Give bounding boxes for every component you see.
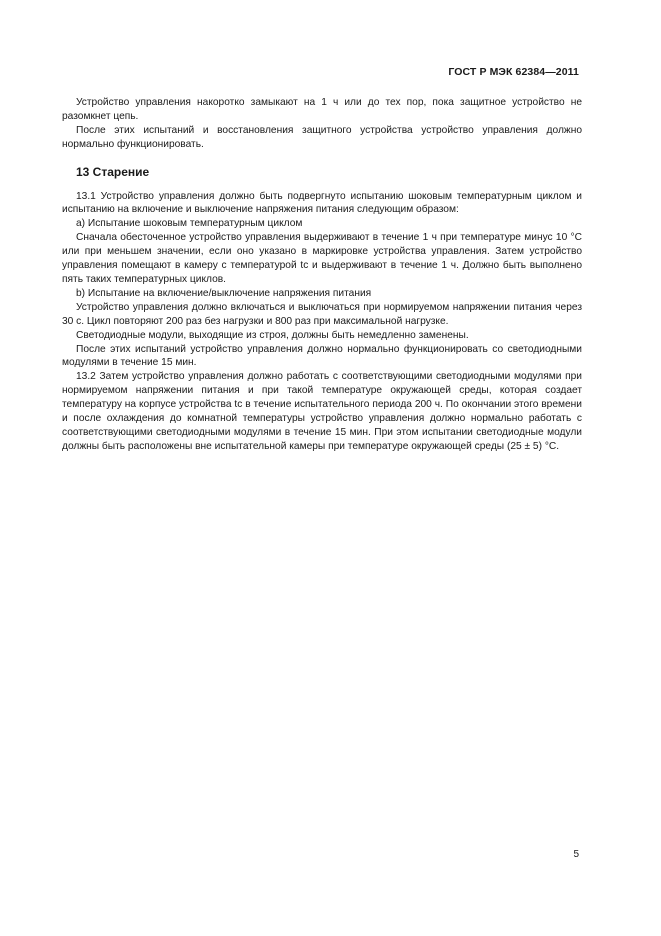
section-title: 13 Старение [76,164,150,179]
standard-code-header: ГОСТ Р МЭК 62384—2011 [448,66,579,78]
page-number: 5 [573,849,579,860]
list-item-b: b) Испытание на включение/выключение напряжения питания [76,287,372,299]
paragraph: Сначала обесточенное устройство управления выдерживают в течение 1 ч при температуре минус 10 °С или при меньшем значении, если оно указано в маркировке устройства управления. Затем устройство управления помещают в камеру с температурой tc и выдерживают в течение 1 ч. Должно быть выполнено пять таких температурных циклов. [62,232,582,285]
paragraph: После этих испытаний устройство управления должно нормально функционировать со светодиодными модулями в течение 15 мин. [62,343,582,369]
paragraph-13-2: 13.2 Затем устройство управления должно работать с соответствующими светодиодными модулями при нормируемом напряжении питания и при такой температуре окружающей среды, которая создает температуру на корпусе устройства tc в течение испытательного периода 200 ч. По окончании этого времени и после охлаждения до комнатной температуры устройство управления должно нормально работать с соответствующими светодиодными модулями в течение 15 мин. При этом испытании светодиодные модули должны быть расположены вне испытательной камеры при температуре окружающей среды (25 ± 5) °С. [62,371,582,452]
paragraph: Устройство управления должно включаться и выключаться при нормируемом напряжении питания через 30 с. Цикл повторяют 200 раз без нагрузки и 800 раз при максимальной нагрузке. [62,301,582,327]
document-body [62,96,582,454]
paragraph: После этих испытаний и восстановления защитного устройства устройство управления должно нормально функционировать. [62,124,582,150]
list-item-a: а) Испытание шоковым температурным циклом [76,218,303,230]
paragraph: Устройство управления накоротко замыкают на 1 ч или до тех пор, пока защитное устройство не разомкнет цепь. [62,97,582,122]
paragraph: Светодиодные модули, выходящие из строя, должны быть немедленно заменены. [76,329,469,341]
paragraph-13-1: 13.1 Устройство управления должно быть подвергнуто испытанию шоковым температурным циклом и испытанию на включение и выключение напряжения питания следующим образом: [62,190,582,216]
